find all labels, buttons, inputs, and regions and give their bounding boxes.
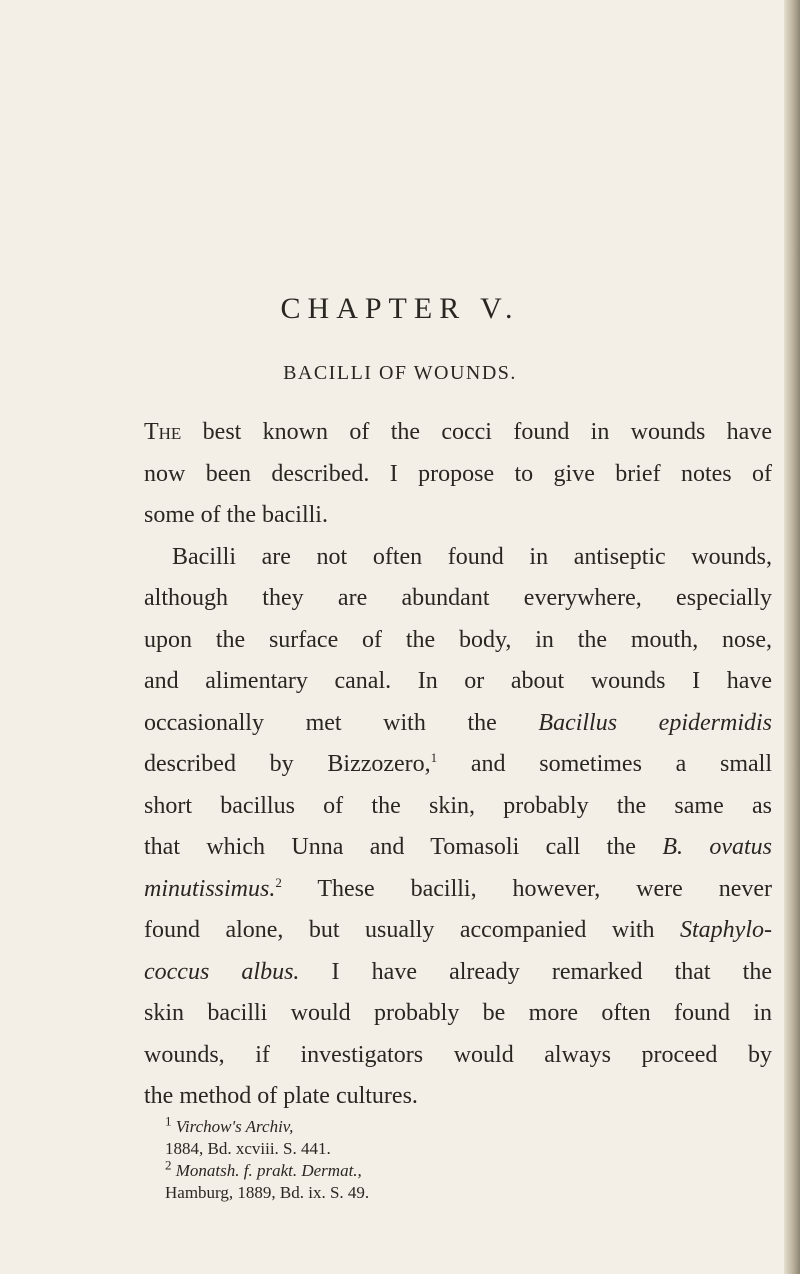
paragraph-1-line: now been described. I propose to give brief notes of (144, 460, 772, 487)
species-name: coccus albus. (144, 958, 300, 985)
paragraph-2-line: found alone, but usually accompanied with Staphylo- (144, 917, 772, 943)
paragraph-2-line: occasionally met with the Bacillus epidermidis (144, 709, 772, 736)
footnotes (165, 1113, 765, 1204)
paragraph-2-line: although they are abundant everywhere, especially (144, 585, 772, 611)
paragraph-1 (144, 412, 772, 537)
paragraph-2-line: and alimentary canal. In or about wounds I have (144, 668, 772, 694)
citation-title: Virchow's Archiv, (175, 1117, 294, 1136)
species-name: Bacillus epidermidis (538, 709, 772, 736)
species-name: Staphylo- (680, 917, 772, 943)
lead-word: The (144, 419, 182, 445)
chapter-subtitle: BACILLI OF WOUNDS. (283, 362, 517, 384)
chapter-heading: CHAPTER V. (280, 292, 520, 325)
paragraph-2 (144, 537, 772, 1118)
paragraph-2-line: that which Unna and Tomasoli call the B. ovatus (144, 834, 772, 860)
footnote-1: $^1$ Virchow's Archiv, 1884, Bd. xcviii. S. 441. (165, 1113, 331, 1158)
species-name: minutissimus. (144, 875, 276, 902)
footnote-2: $^2$ Monatsh. f. prakt. Dermat., Hamburg, 1889, Bd. ix. S. 49. (165, 1157, 370, 1202)
page-edge-shadow (784, 0, 800, 1274)
footnote-ref: 1 (430, 750, 438, 765)
paragraph-2-line: the method of plate cultures. (144, 1083, 418, 1109)
paragraph-2-line: wounds, if investigators would always proceed by (144, 1041, 772, 1068)
paragraph-1-line: some of the bacilli. (144, 502, 328, 528)
citation-title: Monatsh. f. prakt. Dermat., (175, 1161, 362, 1180)
paragraph-2-line: Bacilli are not often found in antiseptic wounds, (172, 543, 772, 570)
paragraph-1-line: The best known of the cocci found in wounds have (144, 419, 772, 445)
footnote-ref: 2 (275, 874, 282, 890)
paragraph-2-line: upon the surface of the body, in the mouth, nose, (144, 626, 772, 653)
paragraph-2-line: minutissimus.$^2$ These bacilli, however, were never (144, 874, 772, 902)
paragraph-2-line: described by Bizzozero,$^1$ and sometimes a small (144, 750, 772, 777)
paragraph-2-line: skin bacilli would probably be more often found in (144, 1000, 772, 1026)
paragraph-2-line: short bacillus of the skin, probably the same as (144, 792, 772, 819)
paragraph-2-line: coccus albus. I have already remarked that the (144, 958, 772, 985)
species-name: B. ovatus (662, 834, 772, 860)
